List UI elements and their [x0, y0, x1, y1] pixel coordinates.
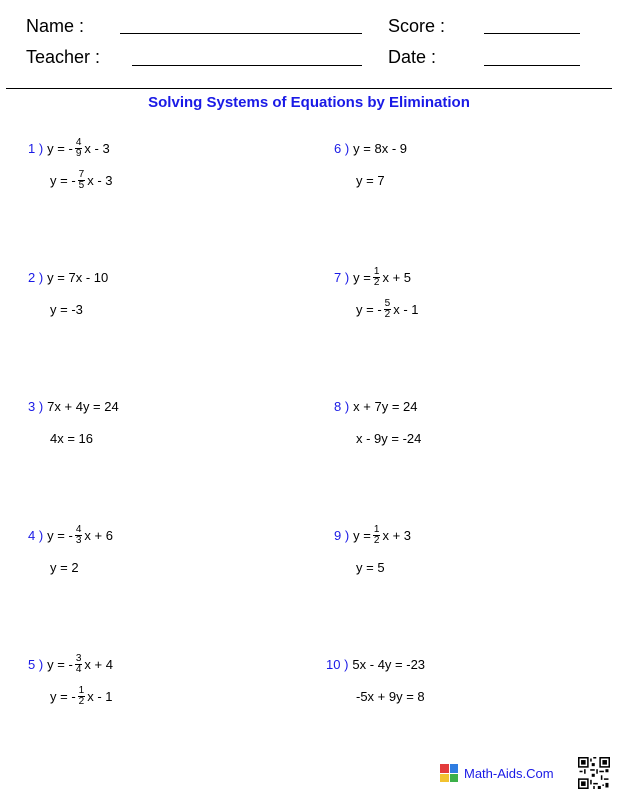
- fraction: [75, 138, 83, 159]
- problem-number: 9 ): [334, 527, 350, 543]
- equation-rhs: x + 6: [84, 527, 113, 543]
- equation-rhs: x + 3: [382, 527, 411, 543]
- problem-2-equation-2: [50, 298, 83, 320]
- problem-number: 10 ): [326, 656, 349, 672]
- fraction-numerator: 3: [75, 652, 82, 664]
- name-label: Name :: [26, 16, 85, 36]
- fraction-numerator: 4: [75, 523, 82, 535]
- teacher-label: Teacher :: [26, 47, 101, 67]
- fraction: [78, 170, 86, 191]
- fraction-denominator: 3: [75, 534, 82, 546]
- equation-lhs: y = -: [50, 688, 76, 704]
- fraction-numerator: 7: [78, 168, 85, 180]
- equation-lhs: y = -: [47, 656, 73, 672]
- problem-6-equation-2: [356, 169, 385, 191]
- equation-text: 4x = 16: [50, 430, 94, 446]
- fraction-numerator: 1: [373, 523, 380, 535]
- equation-rhs: x + 4: [84, 656, 113, 672]
- problem-number: 5 ): [28, 656, 44, 672]
- name-field[interactable]: [120, 33, 362, 34]
- equation-text: y = 5: [356, 559, 385, 575]
- fraction-numerator: 1: [78, 684, 85, 696]
- fraction-numerator: 4: [75, 136, 82, 148]
- fraction-denominator: 4: [75, 663, 82, 675]
- fraction-denominator: 2: [78, 695, 85, 707]
- fraction-numerator: 1: [373, 265, 380, 277]
- problem-9-equation-1: [334, 524, 411, 546]
- fraction: [384, 299, 392, 320]
- fraction-denominator: 2: [373, 276, 380, 288]
- problem-number: 7 ): [334, 269, 350, 285]
- fraction: [75, 525, 83, 546]
- problem-5-equation-1: [28, 653, 113, 675]
- problem-3-equation-2: [50, 427, 93, 449]
- problem-number: 2 ): [28, 269, 44, 285]
- problem-4-equation-2: [50, 556, 79, 578]
- problem-number: 6 ): [334, 140, 350, 156]
- problem-number: 8 ): [334, 398, 350, 414]
- equation-rhs: x - 1: [87, 688, 113, 704]
- worksheet-title: Solving Systems of Equations by Elimination: [148, 94, 470, 111]
- equation-lhs: y =: [353, 269, 371, 285]
- equation-text: x - 9y = -24: [356, 430, 422, 446]
- equation-text: -5x + 9y = 8: [356, 688, 425, 704]
- equation-text: y = 8x - 9: [353, 140, 407, 156]
- problem-7-equation-1: [334, 266, 411, 288]
- problem-3-equation-1: [28, 395, 119, 417]
- math-aids-logo-icon: [440, 764, 458, 782]
- qr-code-icon: [578, 757, 610, 789]
- equation-lhs: y =: [353, 527, 371, 543]
- fraction: [75, 654, 83, 675]
- fraction-denominator: 9: [75, 147, 82, 159]
- problem-8-equation-2: [356, 427, 421, 449]
- problem-4-equation-1: [28, 524, 113, 546]
- problem-number: 4 ): [28, 527, 44, 543]
- equation-rhs: x + 5: [382, 269, 411, 285]
- equation-text: 5x - 4y = -23: [352, 656, 426, 672]
- score-label: Score :: [388, 16, 446, 36]
- equation-rhs: x - 1: [393, 301, 419, 317]
- problem-5-equation-2: [50, 685, 113, 707]
- fraction-numerator: 5: [384, 297, 391, 309]
- problem-1-equation-1: [28, 137, 110, 159]
- fraction-denominator: 2: [384, 308, 391, 320]
- problem-6-equation-1: [334, 137, 407, 159]
- problem-10-equation-2: [356, 685, 425, 707]
- problem-number: 3 ): [28, 398, 44, 414]
- date-label: Date :: [388, 47, 437, 67]
- equation-rhs: x - 3: [84, 140, 110, 156]
- equation-rhs: x - 3: [87, 172, 113, 188]
- problem-2-equation-1: [28, 266, 108, 288]
- header-divider: [6, 88, 612, 89]
- fraction-denominator: 5: [78, 179, 85, 191]
- equation-text: y = -3: [50, 301, 83, 317]
- date-field[interactable]: [484, 65, 580, 66]
- problem-8-equation-1: [334, 395, 418, 417]
- equation-text: y = 7: [356, 172, 385, 188]
- equation-lhs: y = -: [47, 140, 73, 156]
- equation-text: y = 7x - 10: [47, 269, 109, 285]
- problem-1-equation-2: [50, 169, 113, 191]
- problem-number: 1 ): [28, 140, 44, 156]
- problem-7-equation-2: [356, 298, 419, 320]
- equation-lhs: y = -: [47, 527, 73, 543]
- site-link[interactable]: Math-Aids.Com: [464, 765, 554, 781]
- footer: [440, 764, 554, 782]
- problem-9-equation-2: [356, 556, 385, 578]
- fraction-denominator: 2: [373, 534, 380, 546]
- problem-10-equation-1: [326, 653, 425, 675]
- teacher-field[interactable]: [132, 65, 362, 66]
- fraction: [373, 267, 381, 288]
- fraction: [373, 525, 381, 546]
- equation-text: 7x + 4y = 24: [47, 398, 119, 414]
- equation-text: x + 7y = 24: [353, 398, 418, 414]
- equation-lhs: y = -: [50, 172, 76, 188]
- equation-text: y = 2: [50, 559, 79, 575]
- score-field[interactable]: [484, 33, 580, 34]
- equation-lhs: y = -: [356, 301, 382, 317]
- fraction: [78, 686, 86, 707]
